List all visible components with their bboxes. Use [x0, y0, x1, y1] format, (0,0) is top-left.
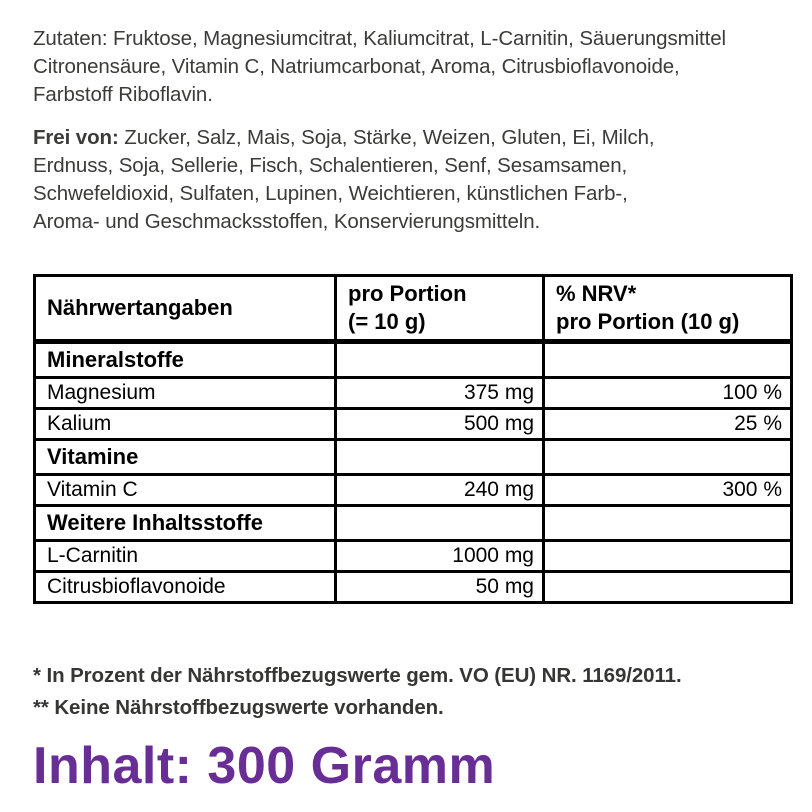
cell-nrv — [544, 541, 792, 572]
header-line: (= 10 g) — [348, 309, 426, 334]
table-row-citrusbioflavonoide — [35, 572, 792, 603]
header-cell-nutrients: Nährwertangaben — [35, 276, 336, 342]
cell-name: Vitamin C — [35, 475, 336, 506]
header-cell-per-portion — [336, 276, 544, 342]
table-row-l-carnitin — [35, 541, 792, 572]
cell-amount: 240 mg — [336, 475, 544, 506]
cell-amount: 500 mg — [336, 409, 544, 440]
cell-amount: 50 mg — [336, 572, 544, 603]
cell-name: Mineralstoffe — [35, 342, 336, 378]
cell-nrv — [544, 572, 792, 603]
footnote-no-reference-values: ** Keine Nährstoffbezugswerte vorhanden. — [33, 696, 444, 719]
cell-name: Magnesium — [35, 378, 336, 409]
header-line: % NRV* — [556, 281, 637, 306]
free-from-line: Erdnuss, Soja, Sellerie, Fisch, Schalentieren, Senf, Sesamsamen, — [33, 154, 628, 177]
free-from-label: Frei von: — [33, 126, 119, 149]
ingredients-line: Farbstoff Riboflavin. — [33, 83, 213, 106]
table-row-section-minerals — [35, 342, 792, 378]
table-row-section-vitamins — [35, 440, 792, 475]
nutrition-table-header — [35, 276, 792, 342]
cell-amount — [336, 506, 544, 541]
cell-nrv: 300 % — [544, 475, 792, 506]
ingredients-paragraph — [33, 25, 782, 109]
table-row-section-other — [35, 506, 792, 541]
ingredients-line: Citronensäure, Vitamin C, Natriumcarbonat, Aroma, Citrusbioflavonoide, — [33, 55, 680, 78]
cell-name: Vitamine — [35, 440, 336, 475]
cell-nrv: 100 % — [544, 378, 792, 409]
table-row-kalium — [35, 409, 792, 440]
cell-amount: 1000 mg — [336, 541, 544, 572]
cell-nrv — [544, 440, 792, 475]
cell-amount: 375 mg — [336, 378, 544, 409]
free-from-line — [33, 124, 782, 152]
cell-nrv — [544, 342, 792, 378]
header-line: pro Portion (10 g) — [556, 309, 740, 334]
footnotes — [33, 660, 782, 724]
free-from-line: Schwefeldioxid, Sulfaten, Lupinen, Weichtieren, künstlichen Farb-, — [33, 182, 628, 205]
cell-amount — [336, 440, 544, 475]
footnote-nrv-reference: * In Prozent der Nährstoffbezugswerte gem. VO (EU) NR. 1169/2011. — [33, 664, 682, 687]
cell-name: Citrusbioflavonoide — [35, 572, 336, 603]
nutrition-table — [33, 274, 793, 604]
free-from-line: Aroma- und Geschmacksstoffen, Konservierungsmitteln. — [33, 210, 541, 233]
free-from-line-text: Zucker, Salz, Mais, Soja, Stärke, Weizen, Gluten, Ei, Milch, — [118, 126, 655, 149]
content-size-text: Inhalt: 300 Gramm — [33, 737, 496, 795]
table-row-vitamin-c — [35, 475, 792, 506]
cell-nrv — [544, 506, 792, 541]
cell-amount — [336, 342, 544, 378]
cell-name: L-Carnitin — [35, 541, 336, 572]
table-header-row — [35, 276, 792, 342]
table-row-magnesium — [35, 378, 792, 409]
cell-name: Kalium — [35, 409, 336, 440]
free-from-paragraph — [33, 124, 782, 236]
header-cell-nrv — [544, 276, 792, 342]
nutrition-table-body — [35, 342, 792, 603]
ingredients-line: Zutaten: Fruktose, Magnesiumcitrat, Kaliumcitrat, L-Carnitin, Säuerungsmittel — [33, 27, 726, 50]
cell-name: Weitere Inhaltsstoffe — [35, 506, 336, 541]
cell-nrv: 25 % — [544, 409, 792, 440]
header-line: pro Portion — [348, 281, 467, 306]
